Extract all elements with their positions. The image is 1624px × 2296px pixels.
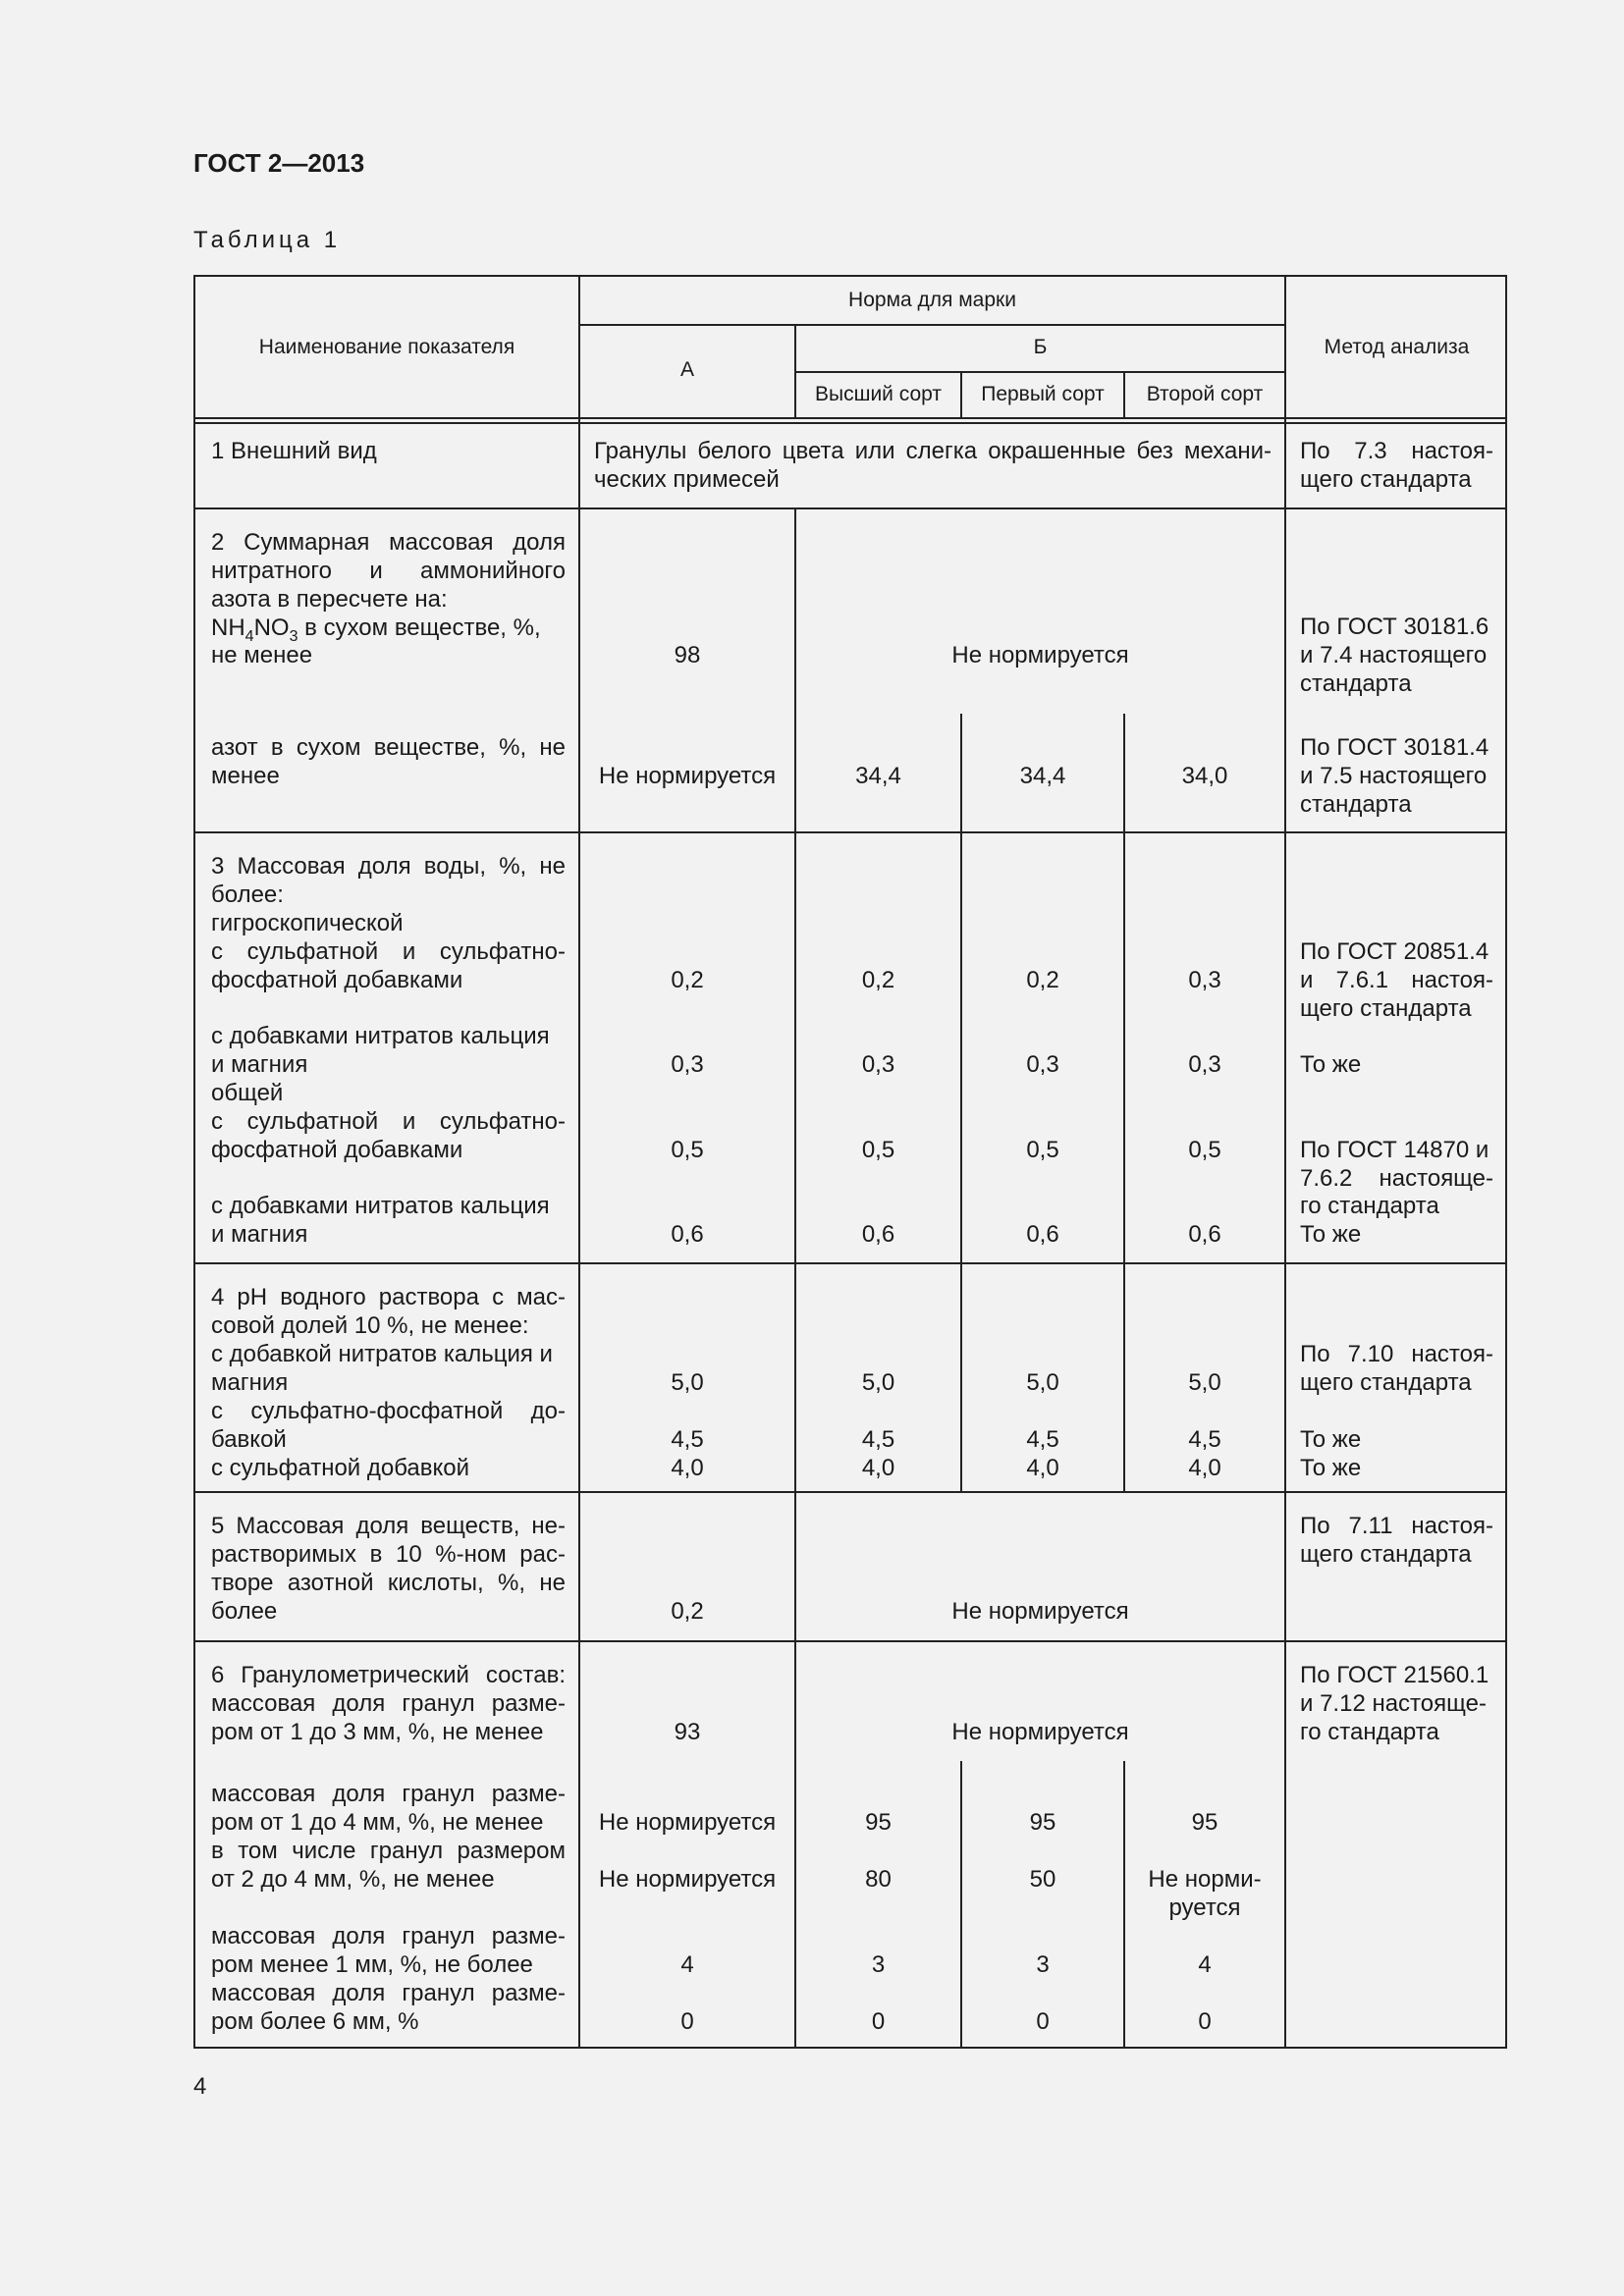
row3-name-line1: 3 Массовая доля воды, %, не bbox=[211, 853, 566, 880]
row4-v3-a: 4,0 bbox=[671, 1455, 704, 1481]
row4-v2-premium: 4,5 bbox=[861, 1426, 895, 1453]
row6-name-line2: массовая доля гранул разме- bbox=[211, 1690, 566, 1717]
row-rule-2 bbox=[195, 831, 1507, 833]
row2-method-line1: По ГОСТ 30181.6 bbox=[1300, 614, 1489, 640]
row1-method-line1: По 7.3 настоя- bbox=[1300, 438, 1493, 464]
row2-name-line5: не менее bbox=[211, 642, 313, 668]
row2-sub-a: Не нормируется bbox=[598, 763, 777, 789]
table-1 bbox=[193, 275, 1507, 2049]
row3-v4-a: 0,6 bbox=[671, 1221, 704, 1248]
row6-name-line5: ром от 1 до 4 мм, %, не менее bbox=[211, 1809, 544, 1836]
row6-method-line2: и 7.12 настояще- bbox=[1300, 1690, 1487, 1717]
row3-v3-premium: 0,5 bbox=[861, 1137, 895, 1163]
row3-name-line7: и магния bbox=[211, 1051, 308, 1078]
row6-v2-second-cont: руется bbox=[1168, 1895, 1241, 1921]
row4-method1-line1: По 7.10 настоя- bbox=[1300, 1341, 1493, 1367]
formula-no: NO bbox=[253, 614, 290, 641]
row4-method1-line2: щего стандарта bbox=[1300, 1369, 1472, 1396]
row6-v2-a: Не нормируется bbox=[598, 1866, 777, 1893]
row2-formula-line bbox=[211, 614, 541, 645]
row4-name-line1: 4 рН водного раствора с мас- bbox=[211, 1284, 566, 1310]
row4-v3-premium: 4,0 bbox=[861, 1455, 895, 1481]
row4-name-line7: с сульфатной добавкой bbox=[211, 1455, 470, 1481]
row4-v1-a: 5,0 bbox=[671, 1369, 704, 1396]
row6-v3-first: 3 bbox=[1036, 1951, 1050, 1978]
row2-sub-method-line2: и 7.5 настоящего bbox=[1300, 763, 1488, 789]
row3-method1-line2: и 7.6.1 настоя- bbox=[1300, 967, 1493, 993]
col-rule-premium-first-row6 bbox=[960, 1761, 962, 2049]
row4-v2-a: 4,5 bbox=[671, 1426, 704, 1453]
row5-name-line2: растворимых в 10 %-ном рас- bbox=[211, 1541, 566, 1568]
row6-name-line4: массовая доля гранул разме- bbox=[211, 1781, 566, 1807]
row6-v4-first: 0 bbox=[1036, 2008, 1050, 2035]
header-grade-a: А bbox=[679, 358, 694, 381]
row2-name-line1: 2 Суммарная массовая доля bbox=[211, 529, 566, 556]
row2-method-line2: и 7.4 настоящего bbox=[1300, 642, 1488, 668]
row5-name-line3: творе азотной кислоты, %, не bbox=[211, 1570, 566, 1596]
row3-v2-first: 0,3 bbox=[1026, 1051, 1059, 1078]
row6-v1-second: 95 bbox=[1191, 1809, 1218, 1836]
row6-name-line6: в том числе гранул размером bbox=[211, 1838, 566, 1864]
header-method: Метод анализа bbox=[1324, 336, 1470, 358]
row3-v2-premium: 0,3 bbox=[861, 1051, 895, 1078]
row2-sub-method-line1: По ГОСТ 30181.4 bbox=[1300, 734, 1489, 761]
row4-name-line4: магния bbox=[211, 1369, 289, 1396]
row5-method-line2: щего стандарта bbox=[1300, 1541, 1472, 1568]
row6-v1-first: 95 bbox=[1029, 1809, 1056, 1836]
row2-sub-method-line3: стандарта bbox=[1300, 791, 1412, 818]
row6-v4-premium: 0 bbox=[871, 2008, 886, 2035]
row2-sub-line2: менее bbox=[211, 763, 280, 789]
row6-v1-premium: 95 bbox=[865, 1809, 892, 1836]
row2-method-line3: стандарта bbox=[1300, 670, 1412, 697]
row6-name-line10: массовая доля гранул разме- bbox=[211, 1980, 566, 2006]
header-second: Второй сорт bbox=[1146, 383, 1264, 405]
row6-v3-premium: 3 bbox=[871, 1951, 886, 1978]
row-rule-3 bbox=[195, 1262, 1507, 1264]
row6-name-line9: ром менее 1 мм, %, не более bbox=[211, 1951, 533, 1978]
row4-v3-second: 4,0 bbox=[1188, 1455, 1221, 1481]
row3-name-line9: с сульфатной и сульфатно- bbox=[211, 1108, 566, 1135]
row6-name-line11: ром более 6 мм, % bbox=[211, 2008, 419, 2035]
row6-method-line3: го стандарта bbox=[1300, 1719, 1439, 1745]
row4-method2: То же bbox=[1300, 1426, 1362, 1453]
row3-method2: То же bbox=[1300, 1051, 1362, 1078]
row3-v2-second: 0,3 bbox=[1188, 1051, 1221, 1078]
row6-name-line8: массовая доля гранул разме- bbox=[211, 1923, 566, 1949]
row4-v1-premium: 5,0 bbox=[861, 1369, 895, 1396]
row4-method3: То же bbox=[1300, 1455, 1362, 1481]
row3-v1-first: 0,2 bbox=[1026, 967, 1059, 993]
row3-name-line2: более: bbox=[211, 881, 284, 908]
row2-sub-first: 34,4 bbox=[1019, 763, 1066, 789]
row6-name-line1: 6 Гранулометрический состав: bbox=[211, 1662, 566, 1688]
row3-method3-line1: По ГОСТ 14870 и bbox=[1300, 1137, 1489, 1163]
row4-name-line6: бавкой bbox=[211, 1426, 287, 1453]
row-rule-5 bbox=[195, 1640, 1507, 1642]
formula-sub3: 3 bbox=[289, 627, 298, 645]
row4-name-line5: с сульфатно-фосфатной до- bbox=[211, 1398, 566, 1424]
row3-name-line3: гигроскопической bbox=[211, 910, 404, 936]
row3-v2-a: 0,3 bbox=[671, 1051, 704, 1078]
row2-sub-second: 34,0 bbox=[1181, 763, 1228, 789]
row3-name-line6: с добавками нитратов кальция bbox=[211, 1023, 550, 1049]
row5-method-line1: По 7.11 настоя- bbox=[1300, 1513, 1493, 1539]
row-rule-1 bbox=[195, 507, 1507, 509]
row6-a1: 93 bbox=[674, 1719, 701, 1745]
row6-v2-premium: 80 bbox=[865, 1866, 892, 1893]
row5-b: Не нормируется bbox=[951, 1598, 1129, 1625]
row-rule-4 bbox=[195, 1491, 1507, 1493]
row3-v4-second: 0,6 bbox=[1188, 1221, 1221, 1248]
row2-name-line2: нитратного и аммонийного bbox=[211, 558, 566, 584]
row6-v4-second: 0 bbox=[1198, 2008, 1212, 2035]
header-grade-b: Б bbox=[1033, 336, 1048, 358]
header-norm: Норма для марки bbox=[848, 289, 1016, 311]
row1-method-line2: щего стандарта bbox=[1300, 466, 1472, 493]
table-label: Таблица 1 bbox=[193, 227, 342, 253]
row6-v3-a: 4 bbox=[680, 1951, 694, 1978]
row6-name-line7: от 2 до 4 мм, %, не менее bbox=[211, 1866, 495, 1893]
row6-v2-second: Не норми- bbox=[1148, 1866, 1262, 1893]
row3-name-line4: с сульфатной и сульфатно- bbox=[211, 938, 566, 965]
row3-v1-a: 0,2 bbox=[671, 967, 704, 993]
header-first: Первый сорт bbox=[981, 383, 1105, 405]
formula-rest: в сухом веществе, %, bbox=[298, 614, 541, 641]
row3-name-line11: с добавками нитратов кальция bbox=[211, 1193, 550, 1219]
row4-v3-first: 4,0 bbox=[1026, 1455, 1059, 1481]
row2-sub-line1: азот в сухом веществе, %, не bbox=[211, 734, 566, 761]
row6-name-line3: ром от 1 до 3 мм, %, не менее bbox=[211, 1719, 544, 1745]
document-title: ГОСТ 2—2013 bbox=[193, 148, 365, 178]
row3-method1-line3: щего стандарта bbox=[1300, 995, 1472, 1022]
row1-name: 1 Внешний вид bbox=[211, 438, 377, 464]
row2-a: 98 bbox=[674, 642, 701, 668]
row3-name-line10: фосфатной добавками bbox=[211, 1137, 463, 1163]
row2-name-line3: азота в пересчете на: bbox=[211, 586, 448, 613]
row2-sub-premium: 34,4 bbox=[855, 763, 901, 789]
formula-sub4: 4 bbox=[244, 627, 254, 645]
row5-a: 0,2 bbox=[671, 1598, 704, 1625]
row2-b: Не нормируется bbox=[951, 642, 1129, 668]
header-premium: Высший сорт bbox=[815, 383, 942, 405]
row4-v2-first: 4,5 bbox=[1026, 1426, 1059, 1453]
col-rule-method bbox=[1284, 277, 1286, 2049]
row6-v4-a: 0 bbox=[680, 2008, 694, 2035]
row3-v1-premium: 0,2 bbox=[861, 967, 895, 993]
header-rule-b bbox=[794, 371, 1286, 373]
header-bottom-rule-2 bbox=[195, 422, 1507, 424]
row3-v1-second: 0,3 bbox=[1188, 967, 1221, 993]
page-number: 4 bbox=[193, 2073, 207, 2100]
row6-v3-second: 4 bbox=[1198, 1951, 1212, 1978]
row3-method3-line3: го стандарта bbox=[1300, 1193, 1439, 1219]
row3-method3-line2: 7.6.2 настояще- bbox=[1300, 1165, 1493, 1192]
row4-v2-second: 4,5 bbox=[1188, 1426, 1221, 1453]
header-bottom-rule-1 bbox=[195, 417, 1507, 419]
row3-method4: То же bbox=[1300, 1221, 1362, 1248]
header-rule-norm bbox=[578, 324, 1286, 326]
row4-v1-second: 5,0 bbox=[1188, 1369, 1221, 1396]
row3-v4-premium: 0,6 bbox=[861, 1221, 895, 1248]
row6-v2-first: 50 bbox=[1029, 1866, 1056, 1893]
row5-name-line1: 5 Массовая доля веществ, не- bbox=[211, 1513, 566, 1539]
formula-nh: NH bbox=[211, 614, 245, 641]
row3-name-line8: общей bbox=[211, 1080, 284, 1106]
row3-v4-first: 0,6 bbox=[1026, 1221, 1059, 1248]
row4-name-line2: совой долей 10 %, не менее: bbox=[211, 1312, 529, 1339]
row6-b1: Не нормируется bbox=[951, 1719, 1129, 1745]
row6-v1-a: Не нормируется bbox=[598, 1809, 777, 1836]
row1-value-line2: ческих примесей bbox=[594, 466, 780, 493]
row3-v3-first: 0,5 bbox=[1026, 1137, 1059, 1163]
row1-value-line1: Гранулы белого цвета или слегка окрашенные без механи- bbox=[594, 438, 1272, 464]
row3-v3-a: 0,5 bbox=[671, 1137, 704, 1163]
row5-name-line4: более bbox=[211, 1598, 278, 1625]
row3-method1-line1: По ГОСТ 20851.4 bbox=[1300, 938, 1489, 965]
row3-name-line12: и магния bbox=[211, 1221, 308, 1248]
row3-name-line5: фосфатной добавками bbox=[211, 967, 463, 993]
row6-method-line1: По ГОСТ 21560.1 bbox=[1300, 1662, 1489, 1688]
header-indicator: Наименование показателя bbox=[258, 336, 515, 358]
row4-name-line3: с добавкой нитратов кальция и bbox=[211, 1341, 553, 1367]
row3-v3-second: 0,5 bbox=[1188, 1137, 1221, 1163]
row4-v1-first: 5,0 bbox=[1026, 1369, 1059, 1396]
